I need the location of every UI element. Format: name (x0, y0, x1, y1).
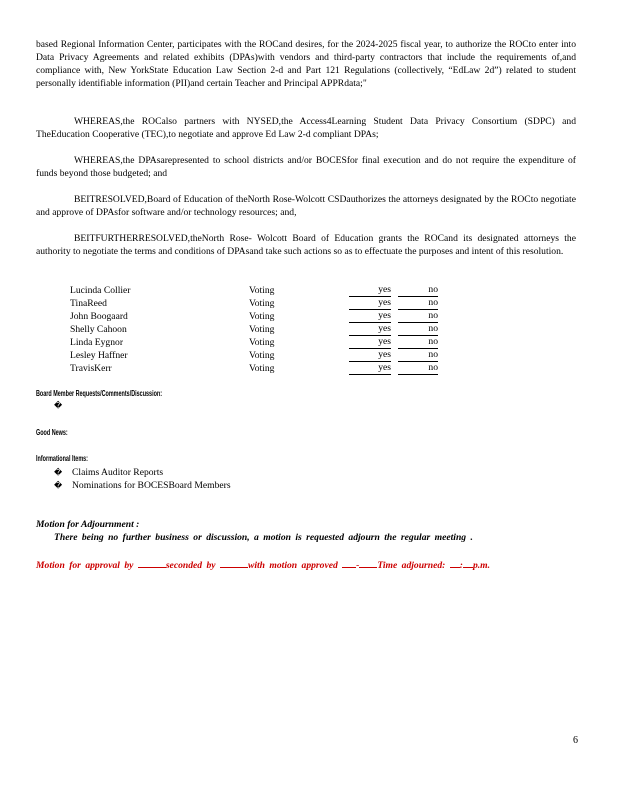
voting-label: Voting (249, 337, 275, 348)
list-item: � Claims Auditor Reports (54, 467, 164, 478)
vote-no: no (398, 336, 438, 349)
vote-row (70, 349, 450, 362)
vote-row (70, 362, 450, 375)
board-member-heading: Board Member Requests/Comments/Discussion: (36, 389, 163, 398)
vote-row (70, 284, 450, 297)
vote-yes: yes (349, 310, 391, 323)
paragraph-whereas-dpas: WHEREAS,the DPAsarepresented to school districts and/or BOCESfor final execution and do not require the expenditure of funds beyond those budgeted; and (36, 155, 576, 179)
hour-blank (450, 557, 460, 568)
voting-label: Voting (249, 363, 275, 374)
vote-row (70, 323, 450, 336)
vote-no: no (398, 310, 438, 323)
voter-name: Lesley Haffner (70, 350, 128, 361)
bullet-icon: � (54, 468, 63, 477)
vote-yes: yes (349, 336, 391, 349)
vote-no: no (398, 284, 438, 297)
paragraph-roc-authorization: based Regional Information Center, participates with the ROCand desires, for the 2024-2025 fiscal year, to authorize the ROCto enter into Data Privacy Agreements and related exhibits (DPAs)with vendors and third-party contractors that include the requirements of,and compliance with, New YorkState Education Law Section 2-d and Part 121 Regulations (collectively, “EdLaw 2d”) related to student personally identifiable information (PII)and certain Teacher and Principal APPRdata;" (36, 39, 576, 89)
adjournment-title: Motion for Adjournment : (36, 519, 140, 530)
vote-row (70, 336, 450, 349)
vote-yes: yes (349, 297, 391, 310)
vote-no: no (398, 297, 438, 310)
voter-name: TinaReed (70, 298, 107, 309)
vote-table (70, 284, 450, 375)
paragraph-be-it-further-resolved: BEITFURTHERRESOLVED,theNorth Rose- Wolcott Board of Education grants the ROCand its designated attorneys the authority to negotiate the terms and conditions of DPAsand take such actions so as to effectuate the purposes and intent of this resolution. (36, 233, 576, 257)
voting-label: Voting (249, 350, 275, 361)
list-item: � Nominations for BOCESBoard Members (54, 480, 231, 491)
vote-row (70, 310, 450, 323)
vote-yes: yes (349, 284, 391, 297)
paragraph-be-it-resolved: BEITRESOLVED,Board of Education of theNorth Rose-Wolcott CSDauthorizes the attorneys designated by the ROCto negotiate and approve of DPAsfor software and/or technology resources; and, (36, 194, 576, 218)
paragraph-whereas-partners: WHEREAS,the ROCalso partners with NYSED,the Access4Learning Student Data Privacy Consortium (SDPC) and TheEducation Cooperative (TEC),to negotiate and approve Ed Law 2-d compliant DPAs; (36, 116, 576, 140)
approved-no-blank (359, 557, 377, 568)
good-news-heading: Good News: (36, 428, 68, 437)
page-number: 6 (573, 735, 578, 746)
voter-name: John Boogaard (70, 311, 128, 322)
vote-no: no (398, 349, 438, 362)
voting-label: Voting (249, 298, 275, 309)
vote-yes: yes (349, 349, 391, 362)
voter-name: Shelly Cahoon (70, 324, 127, 335)
informational-heading: Informational Items: (36, 454, 88, 463)
moved-by-blank (138, 557, 166, 568)
adjournment-text: There being no further business or discussion, a motion is requested adjourn the regular meeting . (54, 532, 473, 543)
bullet-icon: � (54, 481, 63, 490)
seconded-by-blank (220, 557, 248, 568)
vote-yes: yes (349, 362, 391, 375)
voting-label: Voting (249, 311, 275, 322)
vote-row (70, 297, 450, 310)
voting-label: Voting (249, 285, 275, 296)
voter-name: Lucinda Collier (70, 285, 131, 296)
empty-bullet-icon: � (54, 401, 63, 410)
voter-name: Linda Eygnor (70, 337, 124, 348)
minute-blank (463, 557, 473, 568)
vote-no: no (398, 362, 438, 375)
voting-label: Voting (249, 324, 275, 335)
approved-yes-blank (342, 557, 356, 568)
motion-approval-line: Motion for approval by seconded by with motion approved - Time adjourned: : p.m. (36, 557, 490, 571)
vote-yes: yes (349, 323, 391, 336)
vote-no: no (398, 323, 438, 336)
voter-name: TravisKerr (70, 363, 112, 374)
